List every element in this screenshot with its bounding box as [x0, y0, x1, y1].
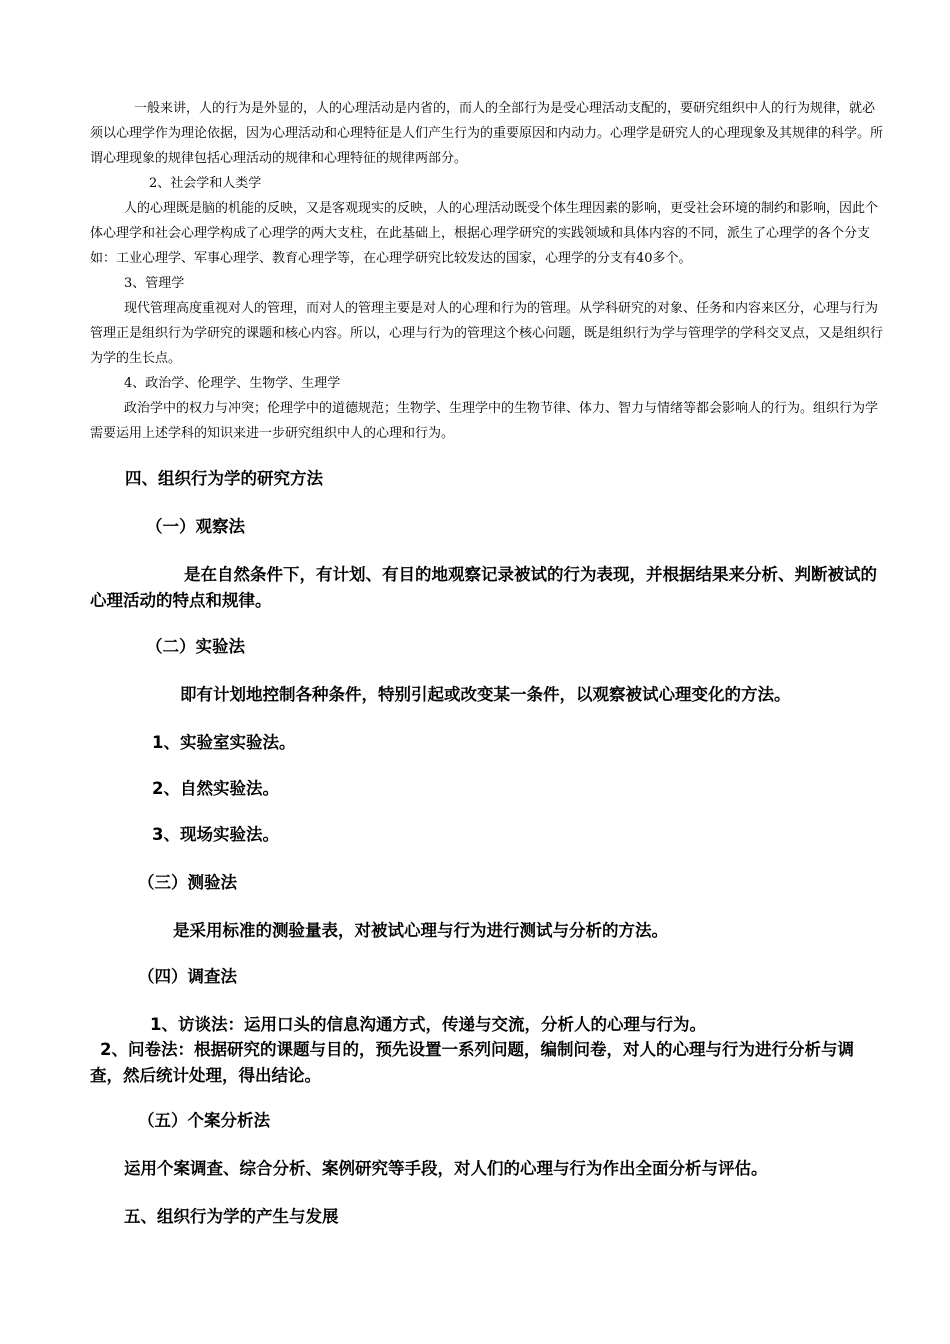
management-paragraph	[90, 296, 884, 371]
survey-method-title: （四）调查法	[138, 967, 237, 986]
experiment-method-text: 即有计划地控制各种条件，特别引起或改变某一条件，以观察被试心理变化的方法。	[180, 685, 791, 704]
psychology-paragraph	[90, 96, 884, 171]
politics-paragraph	[90, 396, 884, 446]
test-method-text: 是采用标准的测验量表，对被试心理与行为进行测试与分析的方法。	[173, 921, 668, 940]
sociology-heading: 2、社会学和人类学	[149, 176, 262, 191]
case-method-text: 运用个案调查、综合分析、案例研究等手段，对人们的心理与行为作出全面分析与评估。	[124, 1159, 768, 1178]
list-item: 3、现场实验法。	[152, 825, 279, 844]
psychology-text: 一般来讲，人的行为是外显的，人的心理活动是内省的，而人的全部行为是受心理活动支配的，要研究组织中人的行为规律，就必须以心理学作为理论依据，因为心理活动和心理特征是人们产生行为的重要原因和内动力。心理学是研究人的心理现象及其规律的科学。所谓心理现象的规律包括心理活动的规律和心理特征的规律两部分。	[90, 101, 884, 166]
management-heading: 3、管理学	[124, 276, 185, 291]
section-four-title: 四、组织行为学的研究方法	[125, 469, 323, 488]
sociology-text: 人的心理既是脑的机能的反映，又是客观现实的反映，人的心理活动既受个体生理因素的影响，更受社会环境的制约和影响，因此个体心理学和社会心理学构成了心理学的两大支柱，在此基础上，根据心理学研究的实践领域和具体内容的不同，派生了心理学的各个分支如：工业心理学、军事心理学、教育心理学等，在心理学研究比较发达的国家，心理学的分支有40多个。	[90, 201, 879, 266]
case-method-title: （五）个案分析法	[138, 1111, 270, 1130]
observation-method-title: （一）观察法	[146, 517, 245, 536]
sociology-paragraph	[90, 196, 884, 271]
section-five-title: 五、组织行为学的产生与发展	[124, 1207, 339, 1226]
politics-heading: 4、政治学、伦理学、生物学、生理学	[124, 376, 341, 391]
questionnaire-method-text: 2、问卷法：根据研究的课题与目的，预先设置一系列问题，编制问卷，对人的心理与行为进行分析与调查，然后统计处理，得出结论。	[90, 1040, 854, 1085]
management-text: 现代管理高度重视对人的管理，而对人的管理主要是对人的心理和行为的管理。从学科研究的对象、任务和内容来区分，心理与行为管理正是组织行为学研究的课题和核心内容。所以，心理与行为的管理这个核心问题，既是组织行为学与管理学的学科交叉点，又是组织行为学的生长点。	[90, 301, 884, 366]
politics-text: 政治学中的权力与冲突；伦理学中的道德规范；生物学、生理学中的生物节律、体力、智力与情绪等都会影响人的行为。组织行为学需要运用上述学科的知识来进一步研究组织中人的心理和行为。	[90, 401, 879, 441]
interview-method-text: 1、访谈法：运用口头的信息沟通方式，传递与交流，分析人的心理与行为。	[150, 1015, 706, 1034]
experiment-method-title: （二）实验法	[146, 637, 245, 656]
test-method-title: （三）测验法	[138, 873, 237, 892]
observation-method-text: 是在自然条件下，有计划、有目的地观察记录被试的行为表现，并根据结果来分析、判断被试的心理活动的特点和规律。	[90, 565, 877, 610]
list-item: 1、实验室实验法。	[152, 733, 296, 752]
list-item: 2、自然实验法。	[152, 779, 279, 798]
